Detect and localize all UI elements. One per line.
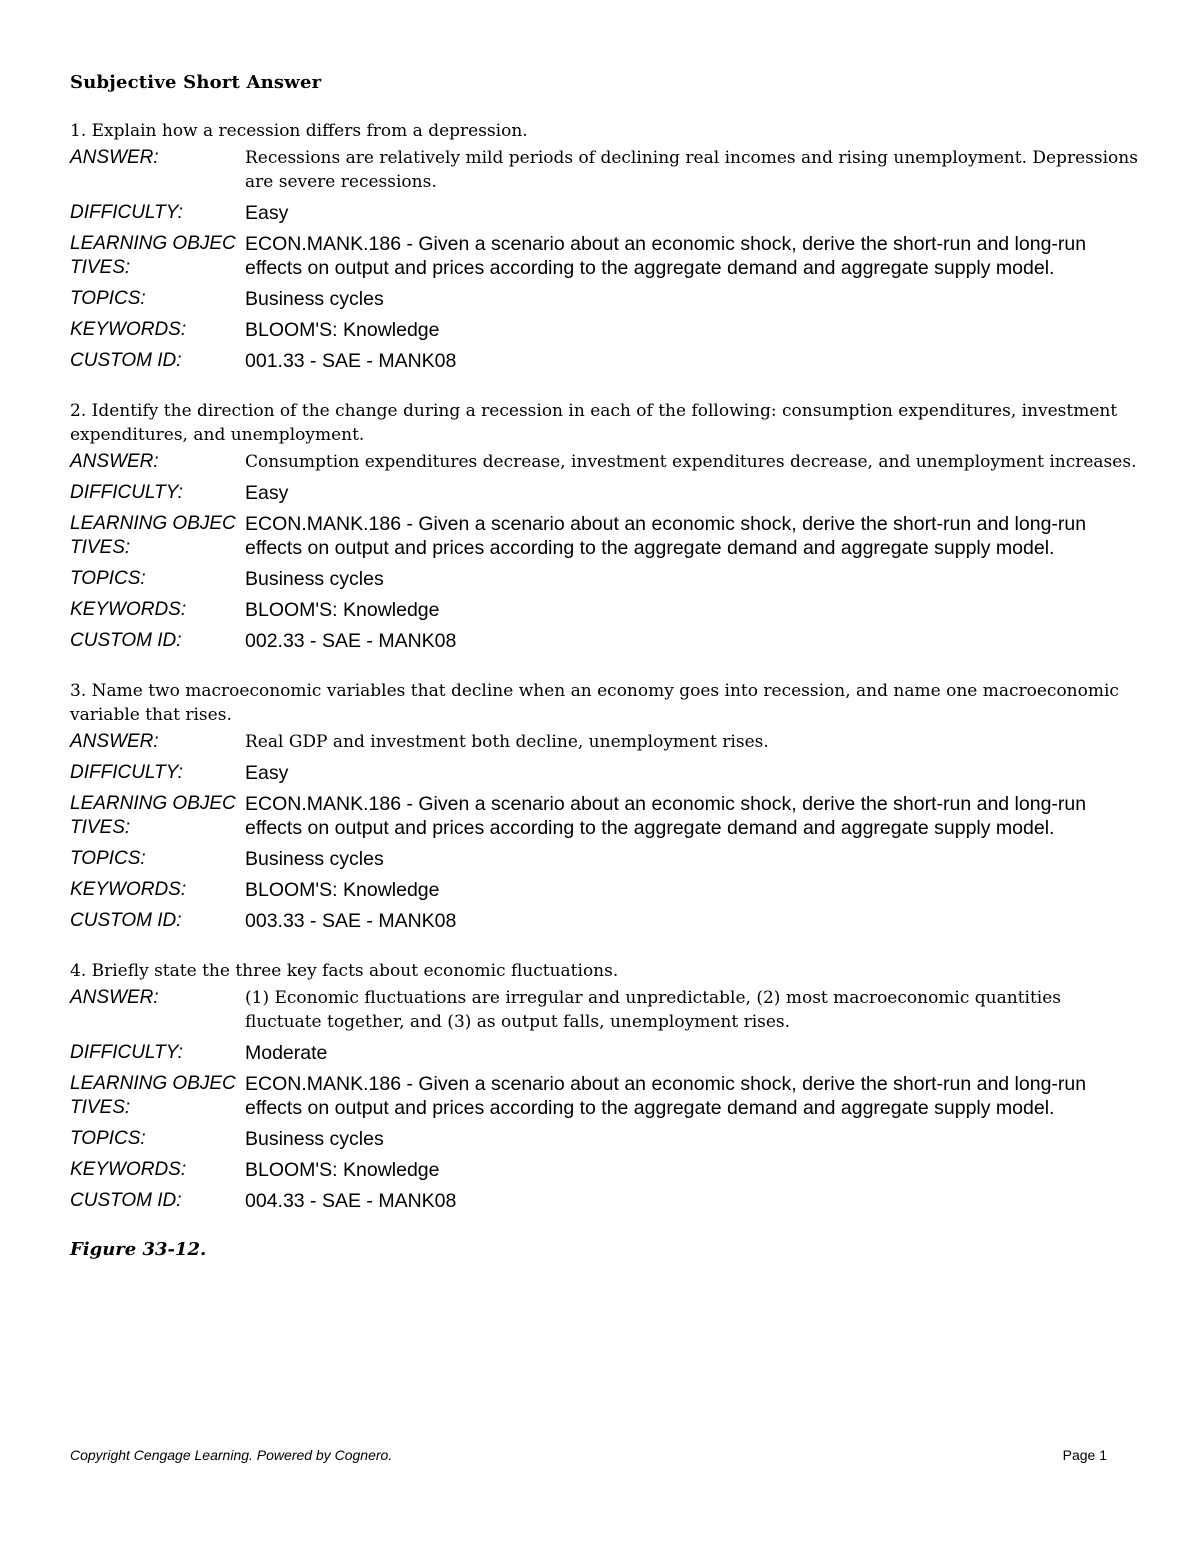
learning-objectives-value: ECON.MANK.186 - Given a scenario about an economic shock, derive the short-run and long-run effects on output and prices according to the aggregate demand and aggregate supply model. bbox=[245, 793, 1087, 839]
keywords-row bbox=[70, 1158, 1140, 1182]
keywords-label: KEYWORDS: bbox=[70, 1159, 187, 1180]
keywords-value: BLOOM'S: Knowledge bbox=[245, 319, 440, 341]
topics-row bbox=[70, 287, 1140, 311]
topics-value: Business cycles bbox=[245, 288, 384, 310]
answer-value: Real GDP and investment both decline, unemployment rises. bbox=[245, 732, 769, 752]
custom-id-label: CUSTOM ID: bbox=[70, 630, 182, 651]
footer-copyright: Copyright Cengage Learning. Powered by Cognero. bbox=[70, 1447, 393, 1463]
custom-id-value: 003.33 - SAE - MANK08 bbox=[245, 910, 457, 932]
answer-value: Consumption expenditures decrease, investment expenditures decrease, and unemployment increases. bbox=[245, 452, 1137, 472]
topics-value: Business cycles bbox=[245, 848, 384, 870]
topics-row bbox=[70, 847, 1140, 871]
question-text: 3. Name two macroeconomic variables that decline when an economy goes into recession, and name one macroeconomic variable that rises. bbox=[70, 681, 1119, 725]
topics-label: TOPICS: bbox=[70, 848, 146, 869]
learning-objectives-label: LEARNING OBJECTIVES: bbox=[70, 793, 236, 838]
figure-title: Figure 33-12. bbox=[70, 1239, 207, 1260]
question-item bbox=[70, 959, 1140, 1213]
answer-label: ANSWER: bbox=[70, 147, 159, 168]
learning-objectives-label: LEARNING OBJECTIVES: bbox=[70, 513, 236, 558]
answer-row bbox=[70, 450, 1140, 474]
learning-objectives-row bbox=[70, 232, 1140, 280]
section-title: Subjective Short Answer bbox=[70, 72, 322, 93]
topics-label: TOPICS: bbox=[70, 1128, 146, 1149]
answer-label: ANSWER: bbox=[70, 731, 159, 752]
difficulty-label: DIFFICULTY: bbox=[70, 482, 183, 503]
learning-objectives-value: ECON.MANK.186 - Given a scenario about an economic shock, derive the short-run and long-run effects on output and prices according to the aggregate demand and aggregate supply model. bbox=[245, 513, 1087, 559]
custom-id-label: CUSTOM ID: bbox=[70, 1190, 182, 1211]
difficulty-row bbox=[70, 201, 1140, 225]
difficulty-value: Easy bbox=[245, 202, 289, 224]
difficulty-value: Easy bbox=[245, 762, 289, 784]
answer-row bbox=[70, 730, 1140, 754]
learning-objectives-value: ECON.MANK.186 - Given a scenario about an economic shock, derive the short-run and long-run effects on output and prices according to the aggregate demand and aggregate supply model. bbox=[245, 1073, 1087, 1119]
difficulty-label: DIFFICULTY: bbox=[70, 762, 183, 783]
keywords-row bbox=[70, 598, 1140, 622]
keywords-row bbox=[70, 878, 1140, 902]
topics-label: TOPICS: bbox=[70, 568, 146, 589]
question-list bbox=[70, 119, 1140, 1213]
question-item bbox=[70, 399, 1140, 653]
answer-label: ANSWER: bbox=[70, 451, 159, 472]
keywords-label: KEYWORDS: bbox=[70, 319, 187, 340]
question-text: 4. Briefly state the three key facts about economic fluctuations. bbox=[70, 961, 619, 981]
question-text: 2. Identify the direction of the change during a recession in each of the following: consumption expenditures, investment expenditures, and unemployment. bbox=[70, 401, 1118, 445]
topics-value: Business cycles bbox=[245, 568, 384, 590]
custom-id-value: 001.33 - SAE - MANK08 bbox=[245, 350, 457, 372]
difficulty-label: DIFFICULTY: bbox=[70, 202, 183, 223]
answer-value: Recessions are relatively mild periods of declining real incomes and rising unemployment. Depressions are severe recessions. bbox=[245, 148, 1138, 192]
question-item bbox=[70, 119, 1140, 373]
learning-objectives-value: ECON.MANK.186 - Given a scenario about an economic shock, derive the short-run and long-run effects on output and prices according to the aggregate demand and aggregate supply model. bbox=[245, 233, 1087, 279]
document-page bbox=[70, 72, 1140, 1260]
topics-label: TOPICS: bbox=[70, 288, 146, 309]
custom-id-row bbox=[70, 349, 1140, 373]
question-item bbox=[70, 679, 1140, 933]
custom-id-row bbox=[70, 629, 1140, 653]
answer-row bbox=[70, 986, 1140, 1034]
keywords-row bbox=[70, 318, 1140, 342]
keywords-label: KEYWORDS: bbox=[70, 879, 187, 900]
difficulty-label: DIFFICULTY: bbox=[70, 1042, 183, 1063]
answer-row bbox=[70, 146, 1140, 194]
footer-page-number: Page 1 bbox=[1062, 1447, 1107, 1463]
answer-value: (1) Economic fluctuations are irregular and unpredictable, (2) most macroeconomic quantities fluctuate together, and (3) as output falls, unemployment rises. bbox=[245, 988, 1062, 1032]
difficulty-row bbox=[70, 1041, 1140, 1065]
topics-row bbox=[70, 567, 1140, 591]
answer-label: ANSWER: bbox=[70, 987, 159, 1008]
keywords-value: BLOOM'S: Knowledge bbox=[245, 599, 440, 621]
learning-objectives-row bbox=[70, 512, 1140, 560]
topics-row bbox=[70, 1127, 1140, 1151]
custom-id-label: CUSTOM ID: bbox=[70, 910, 182, 931]
difficulty-row bbox=[70, 761, 1140, 785]
keywords-label: KEYWORDS: bbox=[70, 599, 187, 620]
question-text: 1. Explain how a recession differs from a depression. bbox=[70, 121, 528, 141]
learning-objectives-row bbox=[70, 1072, 1140, 1120]
custom-id-row bbox=[70, 1189, 1140, 1213]
difficulty-row bbox=[70, 481, 1140, 505]
custom-id-value: 004.33 - SAE - MANK08 bbox=[245, 1190, 457, 1212]
learning-objectives-label: LEARNING OBJECTIVES: bbox=[70, 1073, 236, 1118]
topics-value: Business cycles bbox=[245, 1128, 384, 1150]
learning-objectives-row bbox=[70, 792, 1140, 840]
learning-objectives-label: LEARNING OBJECTIVES: bbox=[70, 233, 236, 278]
custom-id-label: CUSTOM ID: bbox=[70, 350, 182, 371]
difficulty-value: Moderate bbox=[245, 1042, 328, 1064]
custom-id-value: 002.33 - SAE - MANK08 bbox=[245, 630, 457, 652]
custom-id-row bbox=[70, 909, 1140, 933]
keywords-value: BLOOM'S: Knowledge bbox=[245, 1159, 440, 1181]
difficulty-value: Easy bbox=[245, 482, 289, 504]
keywords-value: BLOOM'S: Knowledge bbox=[245, 879, 440, 901]
